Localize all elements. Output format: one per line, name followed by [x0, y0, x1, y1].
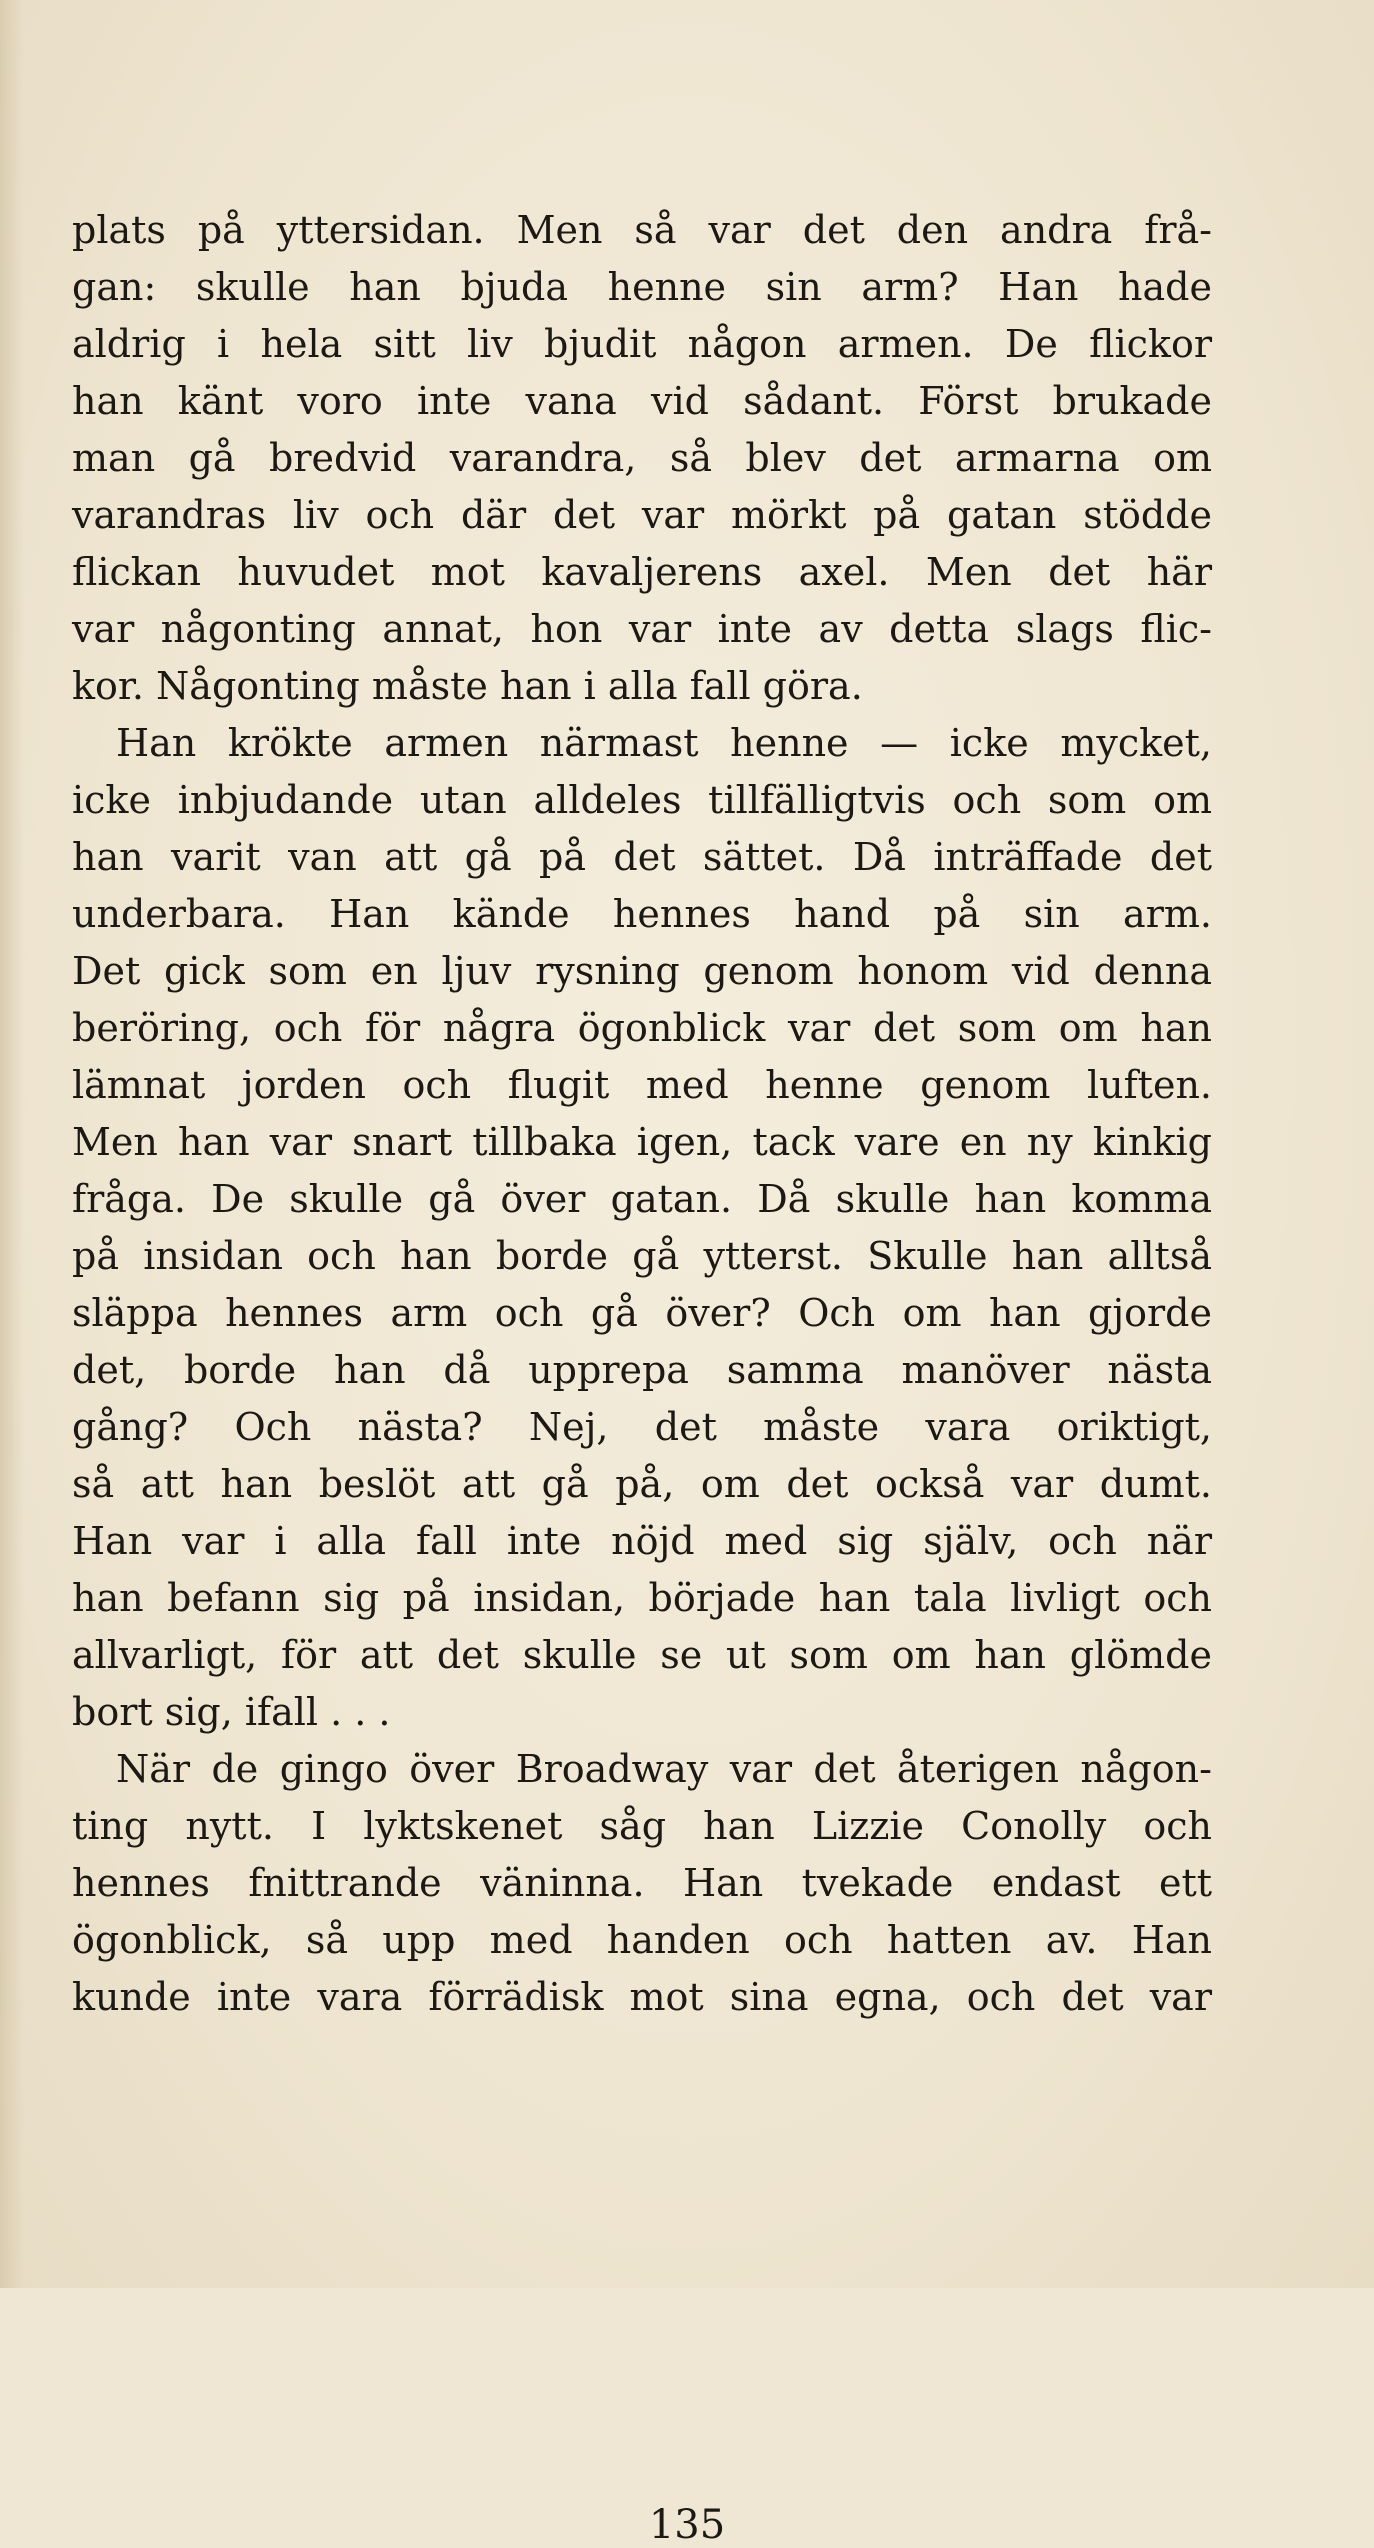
text-line: underbara. Han kände hennes hand på sin arm. [72, 892, 1212, 936]
text-line: Men han var snart tillbaka igen, tack vare en ny kinkig [72, 1120, 1212, 1164]
text-line: gan: skulle han bjuda henne sin arm? Han hade [72, 265, 1212, 309]
text-line: lämnat jorden och flugit med henne genom luften. [72, 1063, 1212, 1107]
text-line: kor. Någonting måste han i alla fall göra. [72, 664, 863, 708]
text-line: så att han beslöt att gå på, om det också var dumt. [72, 1462, 1212, 1506]
text-line: fråga. De skulle gå över gatan. Då skulle han komma [72, 1177, 1212, 1221]
text-line: aldrig i hela sitt liv bjudit någon armen. De flickor [72, 322, 1212, 366]
text-line: han känt voro inte vana vid sådant. Först brukade [72, 379, 1212, 423]
text-line: gång? Och nästa? Nej, det måste vara oriktigt, [72, 1405, 1212, 1449]
text-line: beröring, och för några ögonblick var det som om han [72, 1006, 1212, 1050]
text-line: Det gick som en ljuv rysning genom honom vid denna [72, 949, 1212, 993]
text-line: plats på yttersidan. Men så var det den andra frå- [72, 208, 1212, 252]
text-line: Han var i alla fall inte nöjd med sig själv, och när [72, 1519, 1212, 1563]
body-text [72, 202, 1212, 2026]
text-line: ögonblick, så upp med handen och hatten av. Han [72, 1918, 1212, 1962]
text-line: bort sig, ifall . . . [72, 1690, 391, 1734]
page-number: 135 [648, 2502, 726, 2548]
text-line: man gå bredvid varandra, så blev det armarna om [72, 436, 1212, 480]
text-line: kunde inte vara förrädisk mot sina egna, och det var [72, 1975, 1212, 2019]
text-line: icke inbjudande utan alldeles tillfälligtvis och som om [72, 778, 1212, 822]
text-line: släppa hennes arm och gå över? Och om han gjorde [72, 1291, 1212, 1335]
text-line: på insidan och han borde gå ytterst. Skulle han alltså [72, 1234, 1212, 1278]
text-line: varandras liv och där det var mörkt på gatan stödde [72, 493, 1212, 537]
text-line: Han krökte armen närmast henne — icke mycket, [116, 721, 1212, 765]
text-line: han befann sig på insidan, började han tala livligt och [72, 1576, 1212, 1620]
text-line: var någonting annat, hon var inte av detta slags flic- [72, 607, 1212, 651]
text-line: ting nytt. I lyktskenet såg han Lizzie Conolly och [72, 1804, 1212, 1848]
binding-shadow [0, 0, 24, 2288]
text-line: det, borde han då upprepa samma manöver nästa [72, 1348, 1212, 1392]
text-line: allvarligt, för att det skulle se ut som om han glömde [72, 1633, 1212, 1677]
text-line: han varit van att gå på det sättet. Då inträffade det [72, 835, 1212, 879]
text-line: flickan huvudet mot kavaljerens axel. Men det här [72, 550, 1212, 594]
text-line: När de gingo över Broadway var det återigen någon- [116, 1747, 1212, 1791]
text-line: hennes fnittrande väninna. Han tvekade endast ett [72, 1861, 1212, 1905]
